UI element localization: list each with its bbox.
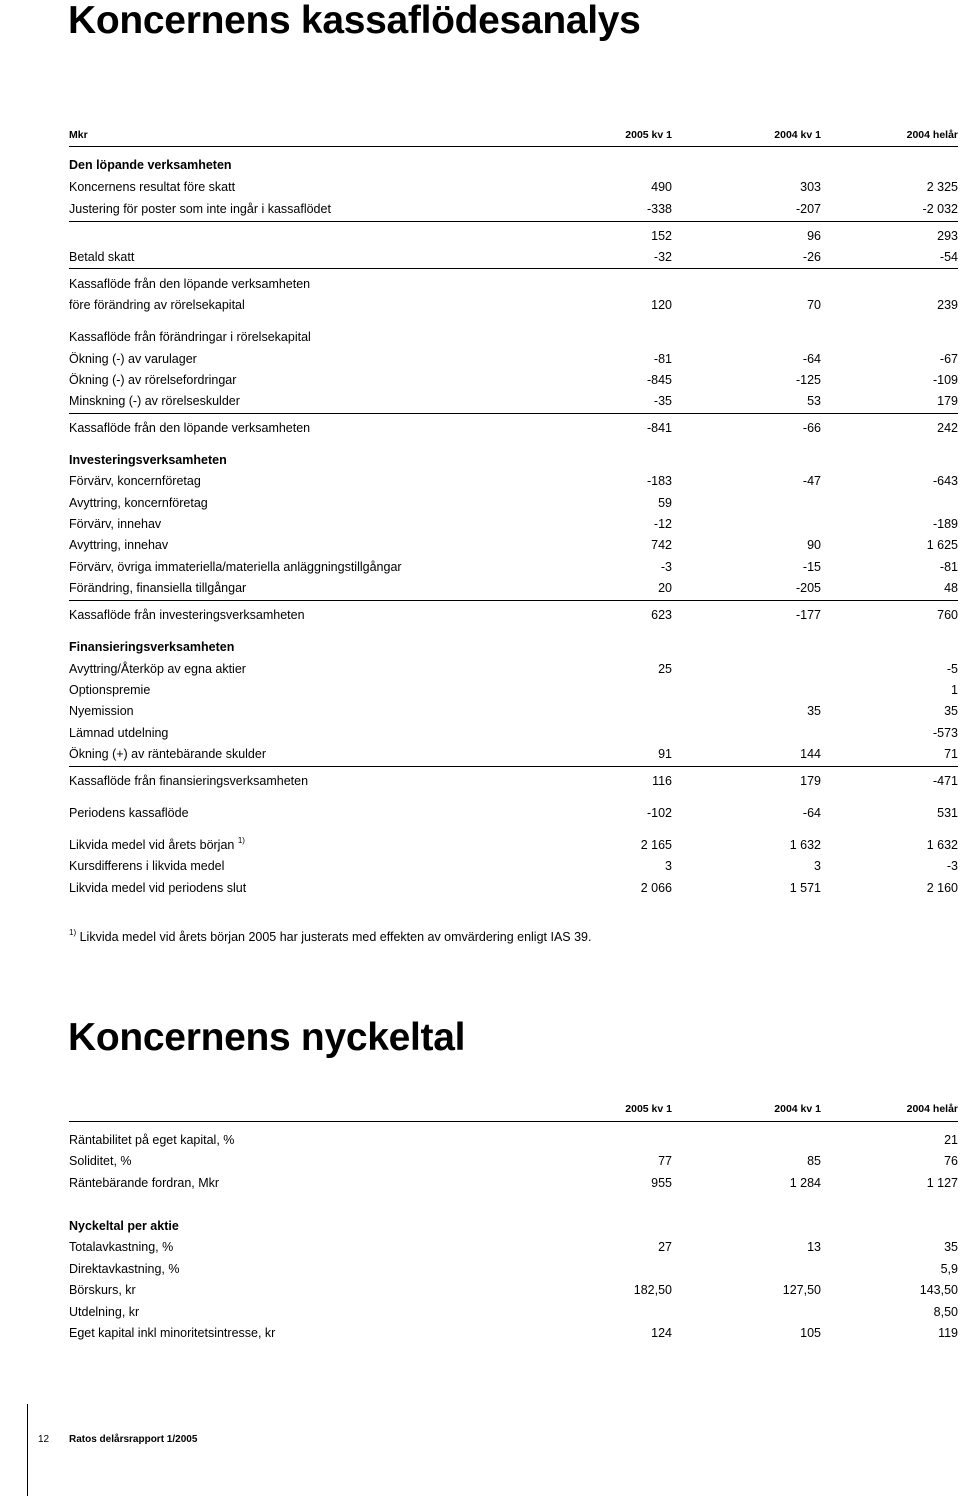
row-label-text: Förvärv, övriga immateriella/materiella anläggningstillgångar: [69, 560, 402, 574]
value-2004-full-year: -573: [932, 726, 958, 740]
subtotal-rule: [69, 600, 958, 601]
table-row: [69, 680, 958, 700]
row-label: [69, 349, 197, 369]
value-2005-q1: 116: [652, 774, 672, 788]
row-label: [69, 295, 245, 315]
section-title-key-ratios: Koncernens nyckeltal: [68, 1016, 466, 1059]
row-label-text: Kassaflöde från den löpande verksamheten: [69, 277, 311, 291]
row-label-text: Kassaflöde från investeringsverksamheten: [69, 608, 305, 622]
row-label-text: Justering för poster som inte ingår i kassaflödet: [69, 202, 331, 216]
row-label-text: Förvärv, koncernföretag: [69, 474, 201, 488]
row-label-text: Avyttring/Återköp av egna aktier: [69, 662, 246, 676]
row-label-text: Investeringsverksamheten: [69, 453, 227, 467]
row-label: [69, 274, 310, 294]
value-2004-full-year: 242: [937, 421, 958, 435]
value-2005-q1: 182,50: [633, 1283, 672, 1297]
row-label-text: Soliditet, %: [69, 1154, 132, 1168]
table-row: [69, 578, 958, 598]
row-label-text: Optionspremie: [69, 683, 151, 697]
value-2004-full-year: -81: [939, 560, 958, 574]
row-label-text: Förändring, finansiella tillgångar: [69, 581, 247, 595]
row-label: [69, 659, 246, 679]
row-label: [69, 1173, 219, 1193]
value-2004-q1: -64: [802, 806, 821, 820]
row-label-text: Likvida medel vid periodens slut: [69, 881, 247, 895]
value-2005-q1: -183: [646, 474, 672, 488]
row-label: [69, 535, 168, 555]
value-2004-full-year: 1 127: [926, 1176, 958, 1190]
subtotal-rule: [69, 221, 958, 222]
value-2005-q1: 120: [651, 298, 672, 312]
table-row: [69, 1280, 958, 1300]
row-label-text: Börskurs, kr: [69, 1283, 136, 1297]
row-label: [69, 155, 232, 175]
value-2004-full-year: 239: [937, 298, 958, 312]
value-2004-q1: 127,50: [782, 1283, 821, 1297]
table-row: [69, 1173, 958, 1193]
row-label: [69, 514, 161, 534]
footnote: [69, 930, 591, 944]
table-row: [69, 744, 958, 764]
value-2004-q1: -15: [802, 560, 821, 574]
table-row: [69, 177, 958, 197]
value-2004-q1: 303: [800, 180, 821, 194]
column-header-2004-full-year: 2004 helår: [906, 129, 958, 141]
value-2004-full-year: -189: [932, 517, 958, 531]
table-row: [69, 659, 958, 679]
value-2004-full-year: -2 032: [922, 202, 958, 216]
footnote-reference: 1): [237, 836, 245, 845]
value-2004-q1: 179: [800, 774, 821, 788]
value-2005-q1: -845: [646, 373, 672, 387]
value-2004-full-year: 531: [937, 806, 958, 820]
row-label: [69, 1323, 275, 1343]
row-label-text: Ökning (-) av rörelsefordringar: [69, 373, 237, 387]
subtotal-rule: [69, 766, 958, 767]
keyratios-table-header: [69, 1099, 958, 1121]
cashflow-table-header: [69, 125, 958, 147]
row-label-text: Räntabilitet på eget kapital, %: [69, 1133, 235, 1147]
row-label: [69, 637, 234, 657]
value-2004-full-year: 5,9: [940, 1262, 958, 1276]
value-2005-q1: -32: [653, 250, 672, 264]
row-label: [69, 878, 246, 898]
row-label: [69, 493, 208, 513]
value-2004-q1: -47: [802, 474, 821, 488]
table-row: [69, 493, 958, 513]
row-label: [69, 680, 150, 700]
table-row: [69, 199, 958, 219]
row-label-text: Betald skatt: [69, 250, 135, 264]
table-row: [69, 226, 958, 246]
value-2004-full-year: 760: [937, 608, 958, 622]
row-label-text: Nyemission: [69, 704, 134, 718]
value-2005-q1: 124: [651, 1326, 672, 1340]
subtotal-rule: [69, 413, 958, 414]
row-label: [69, 744, 266, 764]
section-heading: [69, 450, 958, 470]
value-2004-full-year: 293: [937, 229, 958, 243]
table-row: [69, 856, 958, 876]
value-2004-full-year: 119: [938, 1326, 958, 1340]
row-label: [69, 471, 201, 491]
row-label-text: Nyckeltal per aktie: [69, 1219, 179, 1233]
value-2005-q1: 59: [658, 496, 672, 510]
value-2005-q1: 25: [658, 662, 672, 676]
row-label: [69, 578, 246, 598]
row-label-text: Kursdifferens i likvida medel: [69, 859, 225, 873]
page-title: Koncernens kassaflödesanalys: [68, 0, 641, 42]
table-row: [69, 247, 958, 267]
value-2005-q1: -35: [653, 394, 672, 408]
value-2005-q1: 623: [651, 608, 672, 622]
row-label-text: Likvida medel vid årets början: [69, 838, 235, 852]
row-label-text: Avyttring, innehav: [69, 538, 169, 552]
row-label: [69, 1259, 179, 1279]
row-label-text: Eget kapital inkl minoritetsintresse, kr: [69, 1326, 276, 1340]
value-2005-q1: -81: [653, 352, 672, 366]
row-label-text: Kassaflöde från förändringar i rörelsekapital: [69, 330, 311, 344]
value-2005-q1: -12: [653, 517, 672, 531]
value-2005-q1: 490: [651, 180, 672, 194]
row-label-text: Ökning (+) av räntebärande skulder: [69, 747, 266, 761]
row-label-text: Kassaflöde från finansieringsverksamheten: [69, 774, 309, 788]
row-label: [69, 835, 245, 855]
value-2004-q1: 53: [807, 394, 821, 408]
row-label-text: Koncernens resultat före skatt: [69, 180, 236, 194]
table-row: [69, 471, 958, 491]
value-2004-full-year: 179: [937, 394, 958, 408]
table-row: [69, 1302, 958, 1322]
value-2005-q1: 77: [658, 1154, 672, 1168]
table-row: [69, 1323, 958, 1343]
value-2005-q1: 91: [658, 747, 672, 761]
row-label: [69, 1216, 179, 1236]
row-label-text: Kassaflöde från den löpande verksamheten: [69, 421, 311, 435]
row-label-text: före förändring av rörelsekapital: [69, 298, 245, 312]
value-2004-q1: 105: [800, 1326, 821, 1340]
value-2004-full-year: 8,50: [933, 1305, 958, 1319]
value-2004-full-year: 2 160: [926, 881, 958, 895]
row-label: [69, 605, 305, 625]
row-label: [69, 247, 134, 267]
value-2005-q1: 742: [651, 538, 672, 552]
row-label: [69, 177, 235, 197]
value-2004-q1: -205: [795, 581, 821, 595]
row-label: [69, 701, 134, 721]
row-label-text: Direktavkastning, %: [69, 1262, 180, 1276]
section-heading: [69, 1216, 958, 1236]
value-2004-full-year: 1 632: [926, 838, 958, 852]
value-2004-q1: -66: [802, 421, 821, 435]
value-2005-q1: 20: [658, 581, 672, 595]
section-heading: [69, 155, 958, 175]
value-2004-full-year: -109: [932, 373, 958, 387]
table-row: [69, 349, 958, 369]
table-row: [69, 605, 958, 625]
row-label: [69, 856, 224, 876]
value-2004-full-year: 1: [951, 683, 958, 697]
value-2005-q1: -841: [646, 421, 672, 435]
value-2004-q1: -177: [795, 608, 821, 622]
value-2005-q1: 2 165: [640, 838, 672, 852]
value-2004-q1: 144: [800, 747, 821, 761]
page-number: 12: [38, 1434, 50, 1445]
value-2004-q1: -207: [795, 202, 821, 216]
table-row: [69, 835, 958, 855]
table-row: [69, 391, 958, 411]
value-2004-full-year: 2 325: [926, 180, 958, 194]
row-label-text: Utdelning, kr: [69, 1305, 140, 1319]
table-row: [69, 1151, 958, 1171]
value-2004-q1: 1 571: [789, 881, 821, 895]
row-label: [69, 1280, 136, 1300]
value-2004-q1: 1 284: [789, 1176, 821, 1190]
row-label-text: Räntebärande fordran, Mkr: [69, 1176, 220, 1190]
value-2004-full-year: -471: [932, 774, 958, 788]
row-label-text: Totalavkastning, %: [69, 1240, 174, 1254]
table-row: [69, 274, 958, 294]
row-label-text: Minskning (-) av rörelseskulder: [69, 394, 240, 408]
header-rule: [69, 146, 958, 147]
row-label: [69, 327, 311, 347]
value-2004-q1: 85: [807, 1154, 821, 1168]
value-2004-full-year: 71: [944, 747, 958, 761]
table-row: [69, 418, 958, 438]
value-2004-q1: 70: [807, 298, 821, 312]
value-2004-full-year: -67: [939, 352, 958, 366]
value-2004-q1: 1 632: [789, 838, 821, 852]
column-header-2004-full-year: 2004 helår: [906, 1103, 958, 1115]
table-row: [69, 1259, 958, 1279]
table-row: [69, 370, 958, 390]
table-row: [69, 723, 958, 743]
value-2004-full-year: 48: [944, 581, 958, 595]
row-label-text: Periodens kassaflöde: [69, 806, 189, 820]
table-row: [69, 295, 958, 315]
value-2004-full-year: -643: [932, 474, 958, 488]
row-label: [69, 803, 189, 823]
table-row: [69, 771, 958, 791]
row-label: [69, 1237, 173, 1257]
table-row: [69, 327, 958, 347]
table-row: [69, 803, 958, 823]
row-label: [69, 450, 227, 470]
row-label: [69, 1151, 132, 1171]
row-label-text: Förvärv, innehav: [69, 517, 162, 531]
value-2004-q1: 13: [807, 1240, 821, 1254]
value-2004-q1: 3: [814, 859, 821, 873]
row-label-text: Avyttring, koncernföretag: [69, 496, 208, 510]
value-2005-q1: 3: [665, 859, 672, 873]
value-2004-q1: 90: [807, 538, 821, 552]
publication-title: Ratos delårsrapport 1/2005: [69, 1434, 198, 1445]
row-label-text: Den löpande verksamheten: [69, 158, 232, 172]
unit-label: Mkr: [69, 129, 88, 141]
table-row: [69, 514, 958, 534]
row-label: [69, 370, 236, 390]
table-row: [69, 701, 958, 721]
row-label: [69, 391, 240, 411]
table-row: [69, 557, 958, 577]
column-header-2004-q1: 2004 kv 1: [774, 129, 821, 141]
row-label: [69, 771, 308, 791]
row-label-text: Finansieringsverksamheten: [69, 640, 235, 654]
value-2004-q1: -125: [795, 373, 821, 387]
value-2004-q1: -64: [802, 352, 821, 366]
row-label: [69, 1302, 139, 1322]
value-2004-full-year: 35: [944, 1240, 958, 1254]
row-label-text: Ökning (-) av varulager: [69, 352, 197, 366]
column-header-2005-q1: 2005 kv 1: [625, 129, 672, 141]
row-label: [69, 199, 331, 219]
footnote-text: Likvida medel vid årets början 2005 har justerats med effekten av omvärdering enligt IAS 39.: [79, 930, 592, 944]
table-row: [69, 1130, 958, 1150]
row-label: [69, 418, 310, 438]
value-2005-q1: -3: [660, 560, 672, 574]
section-heading: [69, 637, 958, 657]
row-label: [69, 1130, 234, 1150]
value-2005-q1: -338: [646, 202, 672, 216]
value-2004-full-year: 35: [944, 704, 958, 718]
footer-rule: [27, 1404, 28, 1496]
row-label-text: Lämnad utdelning: [69, 726, 169, 740]
value-2004-q1: -26: [802, 250, 821, 264]
column-header-2004-q1: 2004 kv 1: [774, 1103, 821, 1115]
value-2004-q1: 35: [807, 704, 821, 718]
value-2004-full-year: 1 625: [926, 538, 958, 552]
column-header-2005-q1: 2005 kv 1: [625, 1103, 672, 1115]
value-2004-q1: 96: [807, 229, 821, 243]
value-2005-q1: 27: [658, 1240, 672, 1254]
table-row: [69, 535, 958, 555]
header-rule: [69, 1121, 958, 1122]
row-label: [69, 723, 168, 743]
value-2005-q1: 152: [651, 229, 672, 243]
value-2004-full-year: -54: [939, 250, 958, 264]
value-2004-full-year: -3: [946, 859, 958, 873]
value-2005-q1: -102: [646, 806, 672, 820]
subtotal-rule: [69, 268, 958, 269]
footnote-marker: 1): [69, 928, 77, 937]
value-2004-full-year: 76: [944, 1154, 958, 1168]
table-row: [69, 878, 958, 898]
value-2004-full-year: -5: [946, 662, 958, 676]
row-label: [69, 557, 402, 577]
table-row: [69, 1237, 958, 1257]
value-2005-q1: 955: [651, 1176, 672, 1190]
value-2004-full-year: 143,50: [919, 1283, 958, 1297]
value-2005-q1: 2 066: [640, 881, 672, 895]
value-2004-full-year: 21: [944, 1133, 958, 1147]
